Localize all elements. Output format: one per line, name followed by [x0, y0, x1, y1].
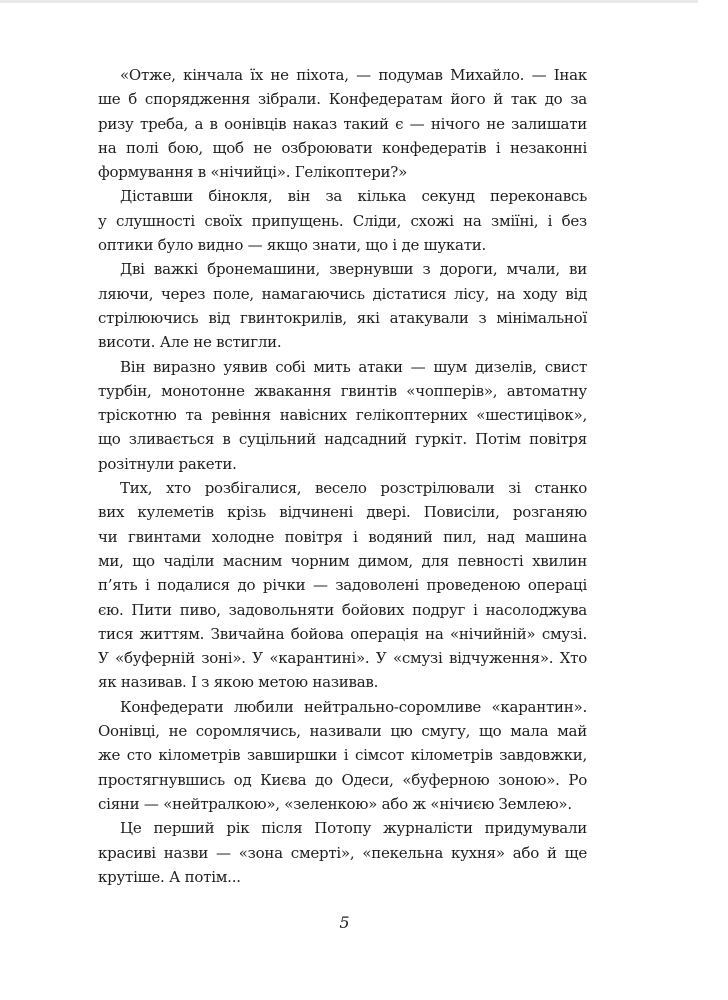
text-line: «Отже, кінчала їх не піхота, — подумав Михайло. — Інак: [120, 66, 587, 84]
text-line: Діставши бінокля, він за кілька секунд переконавсь: [120, 187, 587, 206]
text-line: формування в «нічийці». Гелікоптери?»: [98, 163, 408, 182]
text-line: простягнувшись од Києва до Одеси, «буферною зоною». Ро: [98, 770, 587, 789]
text-line: Конфедерати любили нейтрально-соромливе «карантин».: [120, 697, 587, 716]
text-line: що зливається в суцільний надсадний гуркіт. Потім повітря: [98, 430, 587, 449]
paragraph: [98, 476, 587, 695]
text-line: оптики було видно — якщо знати, що і де шукати.: [98, 236, 487, 255]
text-line: сіяни — «нейтралкою», «зеленкою» або ж «нічиєю Землею».: [98, 794, 572, 813]
text-line: ляючи, через поле, намагаючись дістатися лісу, на ходу від: [98, 284, 587, 303]
text-line: єю. Пити пиво, задовольняти бойових подруг і насолоджува: [98, 600, 587, 619]
text-line: Дві важкі бронемашини, звернувши з дороги, мчали, ви: [120, 260, 587, 279]
text-line: ми, що чаділи масним чорним димом, для певності хвилин: [98, 551, 587, 570]
text-line: у слушності своїх припущень. Сліди, схожі на зміїні, і без: [98, 211, 587, 230]
text-line: Оонівці, не соромлячись, називали цю смугу, що мала май: [98, 722, 587, 741]
text-line: же сто кілометрів завширшки і сімсот кілометрів завдовжки,: [98, 746, 587, 765]
text-line: Він виразно уявив собі мить атаки — шум дизелів, свист: [120, 357, 587, 376]
text-line: стрілюючись від гвинтокрилів, які атакували з мінімальної: [98, 308, 587, 327]
text-line: ше б спорядження зібрали. Конфедератам його й так до за: [98, 90, 587, 109]
text-line: У «буферній зоні». У «карантині». У «смузі відчуження». Хто: [98, 649, 587, 668]
text-line: п’ять і подалися до річки — задоволені проведеною операці: [98, 576, 587, 595]
text-line: вих кулеметів крізь відчинені двері. Повисіли, розганяю: [98, 503, 587, 522]
text-line: як називав. І з якою метою називав.: [98, 673, 379, 692]
text-line: на полі бою, щоб не озброювати конфедератів і незаконні: [98, 138, 587, 157]
text-line: турбін, монотонне жвакання гвинтів «чопперів», автоматну: [98, 381, 587, 400]
text-line: чи гвинтами холодне повітря і водяний пил, над машина: [98, 527, 587, 546]
paragraph: [98, 257, 587, 354]
text-line: красиві назви — «зона смерті», «пекельна кухня» або й ще: [98, 843, 587, 862]
text-line: тріскотню та ревіння навісних гелікоптерних «шестицівок»,: [98, 406, 587, 425]
paragraph: [98, 695, 587, 816]
text-line: Це перший рік після Потопу журналісти придумували: [120, 819, 587, 838]
text-line: розітнули ракети.: [98, 454, 237, 473]
paragraph: [98, 355, 587, 476]
text-line: ризу треба, а в оонівців наказ такий є — нічого не залишати: [98, 114, 587, 133]
text-line: висоти. Але не встигли.: [98, 333, 282, 352]
paragraph: [98, 63, 587, 184]
text-line: Тих, хто розбігалися, весело розстрілювали зі станко: [120, 479, 587, 498]
paragraph: [98, 184, 587, 257]
scan-top-edge: [0, 0, 698, 3]
text-line: крутіше. А потім...: [98, 867, 241, 886]
page-number: 5: [339, 913, 350, 932]
page-body: [98, 63, 587, 889]
paragraph: [98, 816, 587, 889]
text-line: тися життям. Звичайна бойова операція на «нічийній» смузі.: [98, 624, 587, 643]
